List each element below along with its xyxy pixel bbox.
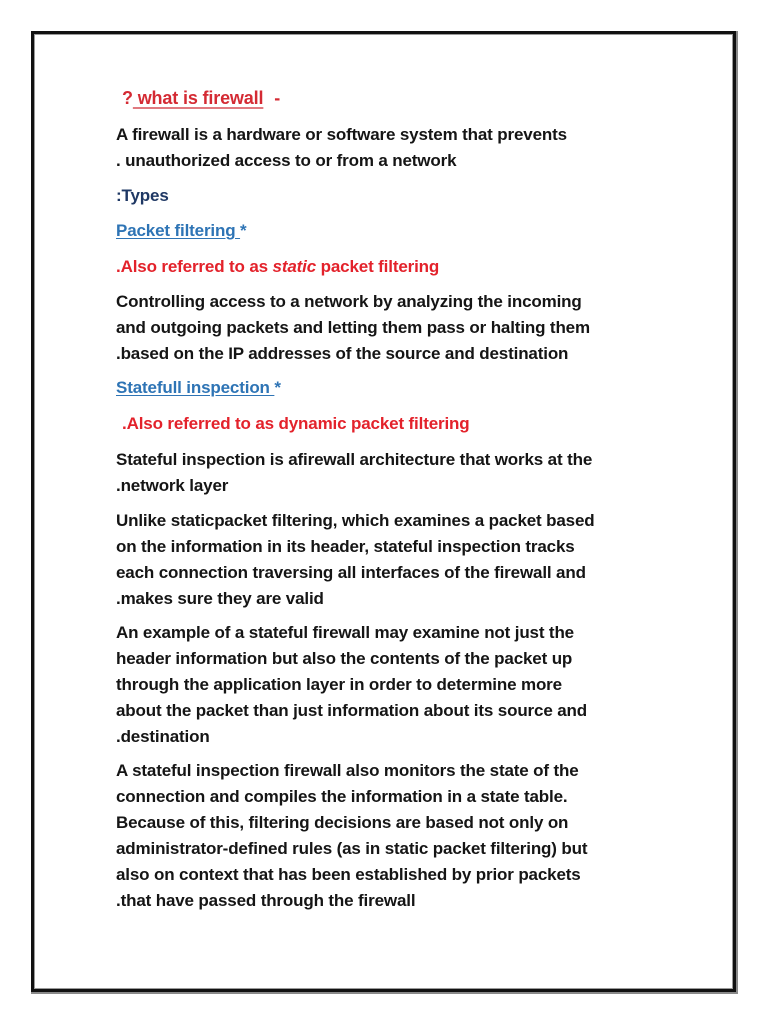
stateful-p3-line-2: header information but also the contents of the packet up	[116, 649, 573, 668]
star-bullet: *	[274, 378, 281, 397]
packet-filtering-alias	[116, 257, 439, 277]
stateful-p2-line-4: .makes sure they are valid	[116, 589, 324, 608]
title-dash: -	[269, 88, 281, 108]
packet-filtering-title: Packet filtering	[116, 221, 241, 240]
question-mark: ?	[122, 88, 133, 108]
definition-line-2: . unauthorized access to or from a network	[116, 151, 457, 170]
alias-prefix: .Also referred to as	[116, 257, 273, 276]
stateful-p4-line-5: also on context that has been established by prior packets	[116, 865, 581, 884]
stateful-p3-line-1: An example of a stateful firewall may examine not just the	[116, 623, 574, 642]
stateful-p3-line-4: about the packet than just information about its source and	[116, 701, 587, 720]
packet-filtering-desc-line-2: and outgoing packets and letting them pass or halting them	[116, 318, 590, 337]
stateful-inspection-alias: .Also referred to as dynamic packet filtering	[122, 414, 470, 433]
definition-line-1: A firewall is a hardware or software system that prevents	[116, 125, 567, 144]
stateful-p2-line-3: each connection traversing all interfaces of the firewall and	[116, 563, 586, 582]
star-bullet: *	[240, 221, 247, 240]
types-label: :Types	[116, 186, 169, 205]
packet-filtering-heading	[116, 221, 247, 241]
title-text: what is firewall	[132, 88, 264, 108]
page-title	[122, 88, 280, 108]
stateful-inspection-heading	[116, 378, 281, 398]
alias-italic: static	[272, 257, 317, 276]
stateful-p4-line-1: A stateful inspection firewall also monitors the state of the	[116, 761, 579, 780]
packet-filtering-desc-line-3: .based on the IP addresses of the source and destination	[116, 344, 569, 363]
stateful-p4-line-2: connection and compiles the information in a state table.	[116, 787, 568, 806]
stateful-p4-line-4: administrator-defined rules (as in static packet filtering) but	[116, 839, 588, 858]
stateful-p1-line-2: .network layer	[116, 476, 229, 495]
stateful-p3-line-5: .destination	[116, 727, 210, 746]
stateful-p4-line-6: .that have passed through the firewall	[116, 891, 416, 910]
alias-suffix: packet filtering	[316, 257, 440, 276]
packet-filtering-desc-line-1: Controlling access to a network by analyzing the incoming	[116, 292, 582, 311]
stateful-p2-line-2: on the information in its header, stateful inspection tracks	[116, 537, 575, 556]
stateful-p4-line-3: Because of this, filtering decisions are based not only on	[116, 813, 569, 832]
stateful-p1-line-1: Stateful inspection is afirewall architecture that works at the	[116, 450, 593, 469]
stateful-p2-line-1: Unlike staticpacket filtering, which examines a packet based	[116, 511, 595, 530]
stateful-p3-line-3: through the application layer in order to determine more	[116, 675, 562, 694]
stateful-inspection-title: Statefull inspection	[116, 378, 275, 397]
